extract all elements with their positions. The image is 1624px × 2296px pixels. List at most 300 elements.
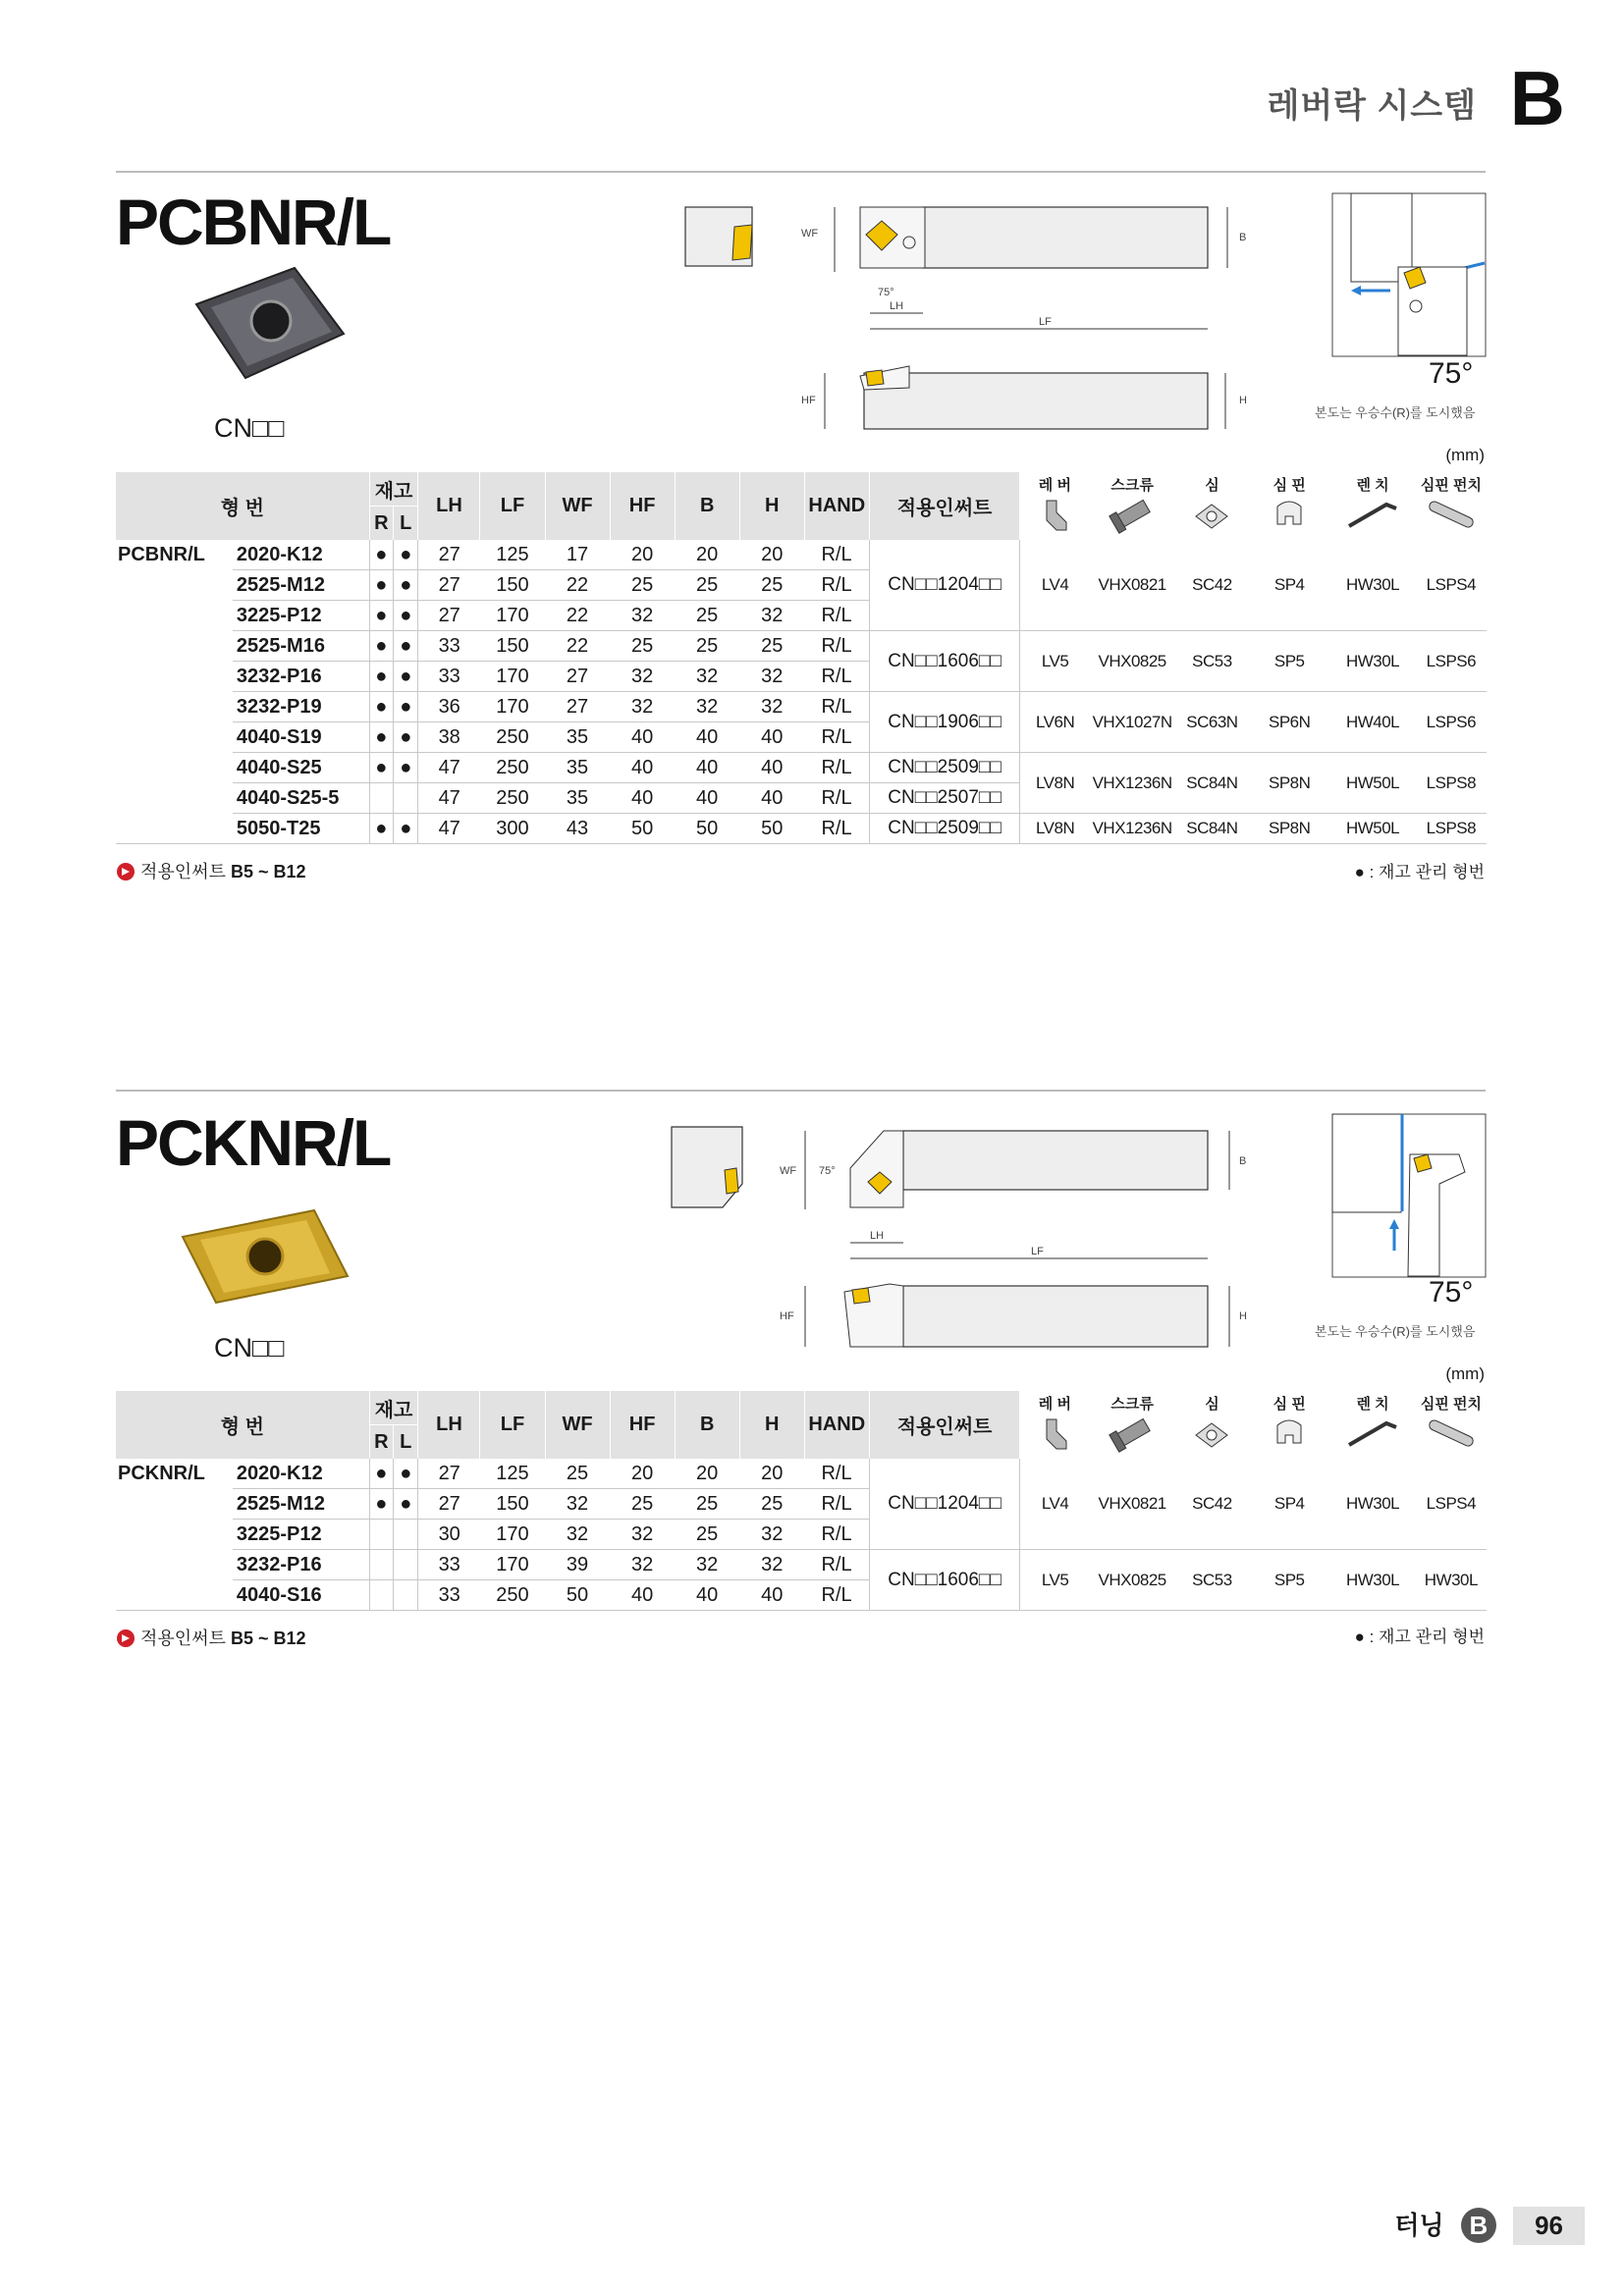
model-cell: 4040-S16 [233,1580,369,1611]
stock-l: ● [394,722,418,753]
lh-cell: 33 [418,1550,480,1580]
drawing-note: 본도는 우승수(R)를 도시했음 [1315,1324,1476,1339]
lf-cell: 150 [480,570,545,601]
lh-cell: 27 [418,1489,480,1520]
insert-ref-label: 적용인써트 [140,1629,226,1648]
insert-cell: CN□□1204□□ [869,540,1019,631]
col-model: 형 번 [116,472,369,540]
col-insert: 적용인써트 [869,1391,1019,1459]
shim-icon [1190,495,1233,534]
dim-hf: HF [801,395,816,406]
insert-hole [251,301,291,341]
b-cell: 20 [675,540,739,570]
h-cell: 32 [739,601,804,631]
wf-cell: 32 [545,1520,610,1550]
spec-table [116,1391,1487,1611]
table-row [116,692,1487,722]
model-cell: 4040-S25 [233,753,369,783]
insert-hole [247,1239,283,1274]
lf-cell: 150 [480,631,545,662]
lever-cell: LV6N [1020,692,1090,753]
insert-cell: CN□□2509□□ [869,814,1019,844]
punch-cell: LSPS8 [1416,814,1486,844]
hand-cell: R/L [804,570,869,601]
insert-code: CN□□ [214,413,285,443]
model-cell: 4040-S19 [233,722,369,753]
wf-cell: 35 [545,753,610,783]
insert-cell: CN□□1606□□ [869,1550,1019,1611]
hand-cell: R/L [804,1459,869,1489]
wf-cell: 35 [545,722,610,753]
lever-cell: LV5 [1020,631,1090,692]
h-cell: 20 [739,1459,804,1489]
col-stock: 재고 [369,472,418,507]
top-view [780,1131,1246,1258]
model-cell: 2020-K12 [233,540,369,570]
model-cell: 2020-K12 [233,1459,369,1489]
wrench-cell: HW30L [1329,540,1416,631]
model-cell: 5050-T25 [233,814,369,844]
end-view [672,1127,742,1207]
b-cell: 40 [675,1580,739,1611]
model-cell: 2525-M12 [233,570,369,601]
stock-l [394,1580,418,1611]
dim-b: B [1239,232,1247,243]
stock-l: ● [394,601,418,631]
insert-ref-range: B5 ~ B12 [230,1629,306,1648]
unit-label: (mm) [1445,446,1485,464]
shim-cell: SC42 [1174,540,1249,631]
page-number: 96 [1513,2207,1585,2245]
col-lf: LF [480,472,545,540]
dim-b: B [1239,1155,1247,1167]
lf-cell: 250 [480,783,545,814]
stock-l: ● [394,753,418,783]
col-hf: HF [610,1391,675,1459]
pin-cell: SP5 [1250,631,1329,692]
stock-r [369,1550,393,1580]
table-row [116,1550,1487,1580]
screw-cell: VHX1236N [1090,753,1174,814]
stock-r: ● [369,722,393,753]
h-cell: 32 [739,1520,804,1550]
pin-cell: SP4 [1250,540,1329,631]
wrench-icon [1343,495,1402,534]
col-shim: 심 [1174,1391,1249,1459]
b-cell: 25 [675,601,739,631]
dim-angle: 75° [819,1165,836,1177]
model-cell: 3232-P19 [233,692,369,722]
hf-cell: 40 [610,1580,675,1611]
stock-r [369,1580,393,1611]
stock-l [394,1550,418,1580]
col-lh: LH [418,1391,480,1459]
shim-cell: SC53 [1174,1550,1249,1611]
col-hand: HAND [804,472,869,540]
wf-cell: 39 [545,1550,610,1580]
col-stock-l: L [394,1425,418,1460]
spec-table [116,472,1487,844]
col-hf: HF [610,472,675,540]
dim-hf: HF [780,1310,794,1322]
stock-r: ● [369,1459,393,1489]
hand-cell: R/L [804,753,869,783]
h-cell: 32 [739,1550,804,1580]
lf-cell: 150 [480,1489,545,1520]
arrow-circle-icon [116,1629,135,1648]
wf-cell: 27 [545,662,610,692]
col-h: H [739,1391,804,1459]
lh-cell: 27 [418,601,480,631]
insert-ref-label: 적용인써트 [140,862,226,881]
stock-legend: ● : 재고 관리 형번 [1354,863,1485,881]
pin-punch-icon [1422,1414,1481,1453]
lh-cell: 47 [418,783,480,814]
lf-cell: 125 [480,540,545,570]
hf-cell: 32 [610,1520,675,1550]
hand-cell: R/L [804,1580,869,1611]
insert-image [177,260,353,398]
stock-r: ● [369,692,393,722]
col-wrench: 렌 치 [1329,472,1416,540]
lever-cell: LV8N [1020,814,1090,844]
col-stock-r: R [369,1425,393,1460]
wrench-icon [1343,1414,1402,1453]
shim-cell: SC42 [1174,1459,1249,1550]
dim-wf: WF [801,228,819,240]
screw-icon [1108,1414,1157,1453]
model-cell: 3225-P12 [233,1520,369,1550]
section-title: 레버락 시스템 [1267,87,1477,125]
stock-l [394,783,418,814]
h-cell: 50 [739,814,804,844]
b-cell: 32 [675,692,739,722]
h-cell: 25 [739,1489,804,1520]
model-cell: 3225-P12 [233,601,369,631]
wf-cell: 22 [545,601,610,631]
hf-cell: 32 [610,601,675,631]
stock-l: ● [394,662,418,692]
h-cell: 40 [739,1580,804,1611]
wf-cell: 27 [545,692,610,722]
end-view [685,207,752,266]
series-name: PCBNR/L [118,543,205,565]
table-row [116,753,1487,783]
col-stock-l: L [394,507,418,541]
hand-cell: R/L [804,540,869,570]
wf-cell: 22 [545,570,610,601]
wf-cell: 32 [545,1489,610,1520]
lf-cell: 170 [480,1520,545,1550]
stock-l: ● [394,570,418,601]
col-lever: 레 버 [1020,1391,1090,1459]
hf-cell: 40 [610,783,675,814]
lf-cell: 250 [480,722,545,753]
wrench-cell: HW30L [1329,1550,1416,1611]
col-h: H [739,472,804,540]
screw-cell: VHX0821 [1090,1459,1174,1550]
lf-cell: 250 [480,1580,545,1611]
shim-pin-icon [1270,495,1309,534]
divider [116,171,1486,173]
col-screw: 스크류 [1090,1391,1174,1459]
h-cell: 25 [739,570,804,601]
section-letter: B [1509,55,1565,141]
hf-cell: 32 [610,662,675,692]
footer-label: 터닝 [1394,2211,1444,2240]
col-screw: 스크류 [1090,472,1174,540]
drawing-note: 본도는 우승수(R)를 도시했음 [1315,405,1476,420]
wf-cell: 22 [545,631,610,662]
b-cell: 25 [675,1489,739,1520]
lf-cell: 170 [480,662,545,692]
lead-angle: 75° [1429,1276,1474,1308]
lh-cell: 30 [418,1520,480,1550]
shim-cell: SC53 [1174,631,1249,692]
pin-punch-icon [1422,495,1481,534]
b-cell: 25 [675,1520,739,1550]
stock-r: ● [369,570,393,601]
dim-lh: LH [870,1230,885,1242]
table-row [116,814,1487,844]
lever-cell: LV5 [1020,1550,1090,1611]
b-cell: 32 [675,1550,739,1580]
insert-cell: CN□□2507□□ [869,783,1019,814]
punch-cell: HW30L [1416,1550,1486,1611]
lever-icon [1035,1414,1074,1453]
hand-cell: R/L [804,601,869,631]
hf-cell: 25 [610,1489,675,1520]
punch-cell: LSPS4 [1416,540,1486,631]
lh-cell: 36 [418,692,480,722]
stock-r: ● [369,1489,393,1520]
shim-pin-icon [1270,1414,1309,1453]
b-cell: 25 [675,570,739,601]
divider [116,1090,1486,1092]
insert-ref[interactable] [116,1625,306,1650]
lf-cell: 125 [480,1459,545,1489]
hf-cell: 40 [610,722,675,753]
model-cell: 2525-M12 [233,1489,369,1520]
col-shim-pin: 심 핀 [1250,472,1329,540]
stock-l: ● [394,540,418,570]
lf-cell: 170 [480,601,545,631]
col-model: 형 번 [116,1391,369,1459]
stock-r: ● [369,601,393,631]
insert-cell: CN□□2509□□ [869,753,1019,783]
h-cell: 25 [739,631,804,662]
shim-cell: SC84N [1174,753,1249,814]
hand-cell: R/L [804,814,869,844]
hf-cell: 25 [610,631,675,662]
stock-legend: ● : 재고 관리 형번 [1354,1628,1485,1646]
model-cell: 4040-S25-5 [233,783,369,814]
hand-cell: R/L [804,662,869,692]
unit-label: (mm) [1445,1364,1485,1383]
screw-cell: VHX0821 [1090,540,1174,631]
lh-cell: 33 [418,631,480,662]
stock-r [369,1520,393,1550]
insert-cell: CN□□1906□□ [869,692,1019,753]
h-cell: 32 [739,662,804,692]
lh-cell: 27 [418,1459,480,1489]
model-cell: 2525-M16 [233,631,369,662]
lh-cell: 27 [418,570,480,601]
lh-cell: 33 [418,662,480,692]
col-pin-punch: 심핀 펀치 [1416,472,1486,540]
product-title: PCKNR/L [116,1106,391,1179]
pin-cell: SP8N [1250,753,1329,814]
top-view [801,207,1246,329]
punch-cell: LSPS6 [1416,692,1486,753]
stock-l: ● [394,1459,418,1489]
b-cell: 25 [675,631,739,662]
insert-ref-range: B5 ~ B12 [230,862,306,881]
b-cell: 50 [675,814,739,844]
dim-lf: LF [1031,1246,1044,1257]
lf-cell: 170 [480,692,545,722]
punch-cell: LSPS6 [1416,631,1486,692]
insert-cell: CN□□1606□□ [869,631,1019,692]
wrench-cell: HW50L [1329,814,1416,844]
stock-l: ● [394,1489,418,1520]
wf-cell: 35 [545,783,610,814]
h-cell: 20 [739,540,804,570]
hf-cell: 50 [610,814,675,844]
h-cell: 32 [739,692,804,722]
b-cell: 40 [675,722,739,753]
hand-cell: R/L [804,692,869,722]
stock-r [369,783,393,814]
screw-icon [1108,495,1157,534]
lh-cell: 38 [418,722,480,753]
col-wrench: 렌 치 [1329,1391,1416,1459]
dim-h: H [1239,1310,1247,1322]
punch-cell: LSPS8 [1416,753,1486,814]
wf-cell: 17 [545,540,610,570]
pin-cell: SP8N [1250,814,1329,844]
dim-h: H [1239,395,1247,406]
stock-r: ● [369,814,393,844]
pin-cell: SP6N [1250,692,1329,753]
wf-cell: 43 [545,814,610,844]
col-stock: 재고 [369,1391,418,1425]
shim-icon [1190,1414,1233,1453]
screw-cell: VHX0825 [1090,1550,1174,1611]
col-wf: WF [545,1391,610,1459]
lead-angle: 75° [1429,357,1474,390]
col-hand: HAND [804,1391,869,1459]
lever-icon [1035,495,1074,534]
stock-r: ● [369,753,393,783]
hand-cell: R/L [804,1550,869,1580]
wrench-cell: HW30L [1329,631,1416,692]
table-row [116,1459,1487,1489]
col-shim-pin: 심 핀 [1250,1391,1329,1459]
shim-cell: SC84N [1174,814,1249,844]
cutting-diagram [1331,192,1487,357]
cutting-diagram [1331,1113,1487,1278]
hf-cell: 20 [610,540,675,570]
wrench-cell: HW30L [1329,1459,1416,1550]
product-title: PCBNR/L [116,186,391,258]
lh-cell: 27 [418,540,480,570]
stock-l: ● [394,631,418,662]
shim-cell: SC63N [1174,692,1249,753]
stock-r: ● [369,540,393,570]
hand-cell: R/L [804,1520,869,1550]
hf-cell: 32 [610,1550,675,1580]
h-cell: 40 [739,722,804,753]
pin-cell: SP4 [1250,1459,1329,1550]
dim-angle: 75° [878,287,894,298]
b-cell: 20 [675,1459,739,1489]
hand-cell: R/L [804,1489,869,1520]
lf-cell: 250 [480,753,545,783]
stock-l: ● [394,692,418,722]
dim-lf: LF [1039,316,1052,328]
lever-cell: LV4 [1020,540,1090,631]
screw-cell: VHX1236N [1090,814,1174,844]
lh-cell: 47 [418,814,480,844]
screw-cell: VHX0825 [1090,631,1174,692]
lever-cell: LV4 [1020,1459,1090,1550]
hf-cell: 20 [610,1459,675,1489]
col-pin-punch: 심핀 펀치 [1416,1391,1486,1459]
table-row [116,631,1487,662]
hand-cell: R/L [804,631,869,662]
stock-r: ● [369,631,393,662]
col-stock-r: R [369,507,393,541]
wf-cell: 25 [545,1459,610,1489]
side-view [780,1284,1247,1347]
series-name: PCKNR/L [118,1462,205,1484]
hand-cell: R/L [804,722,869,753]
insert-image [177,1202,353,1310]
side-view [801,366,1247,429]
stock-l [394,1520,418,1550]
stock-l: ● [394,814,418,844]
h-cell: 40 [739,783,804,814]
insert-ref[interactable] [116,858,306,883]
dim-wf: WF [780,1165,797,1177]
wrench-cell: HW40L [1329,692,1416,753]
screw-cell: VHX1027N [1090,692,1174,753]
arrow-circle-icon [116,862,135,881]
hf-cell: 25 [610,570,675,601]
table-row [116,540,1487,570]
insert-code: CN□□ [214,1333,285,1362]
b-cell: 32 [675,662,739,692]
lh-cell: 47 [418,753,480,783]
hf-cell: 32 [610,692,675,722]
dim-lh: LH [890,300,904,312]
stock-r: ● [369,662,393,692]
h-cell: 40 [739,753,804,783]
col-insert: 적용인써트 [869,472,1019,540]
col-shim: 심 [1174,472,1249,540]
hf-cell: 40 [610,753,675,783]
page-footer [1394,2206,1585,2245]
col-lh: LH [418,472,480,540]
punch-cell: LSPS4 [1416,1459,1486,1550]
model-cell: 3232-P16 [233,1550,369,1580]
wf-cell: 50 [545,1580,610,1611]
col-lever: 레 버 [1020,472,1090,540]
lever-cell: LV8N [1020,753,1090,814]
wrench-cell: HW50L [1329,753,1416,814]
insert-cell: CN□□1204□□ [869,1459,1019,1550]
